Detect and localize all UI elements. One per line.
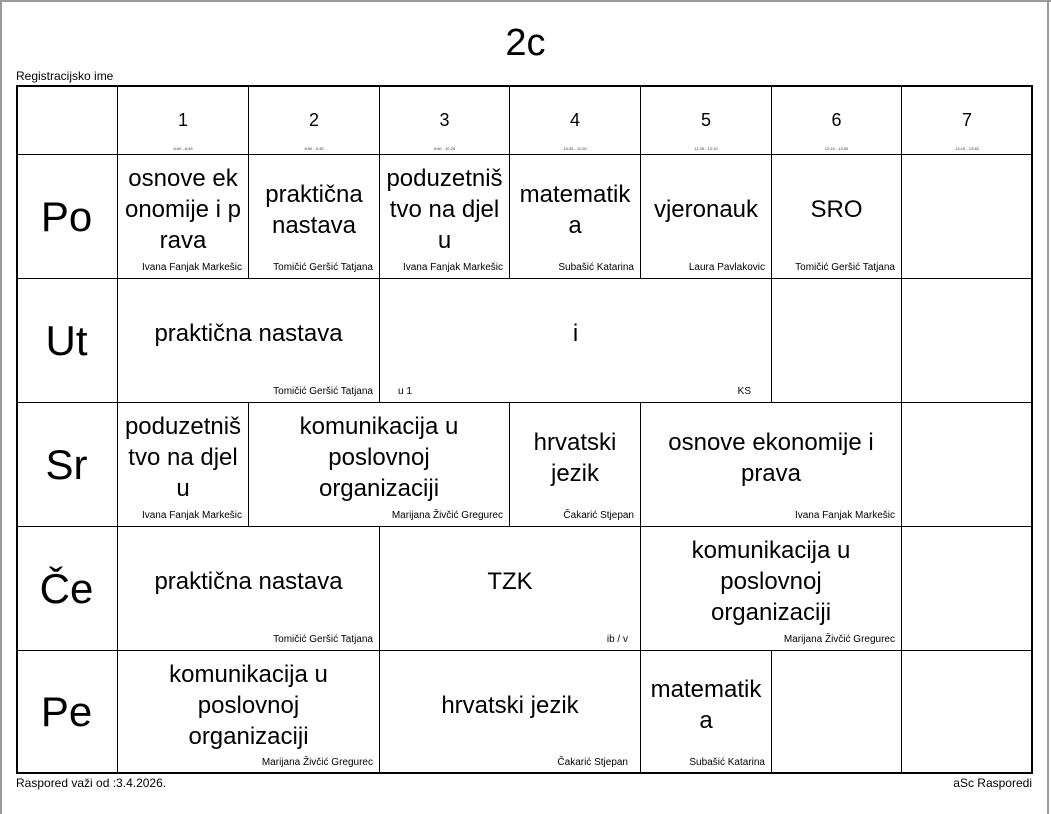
lesson-cell[interactable] <box>380 279 772 403</box>
period-time: 13:15 - 13:45 <box>955 146 979 151</box>
period-header-5 <box>641 85 772 155</box>
day-label: Po <box>40 192 93 240</box>
empty-cell <box>902 651 1033 774</box>
lesson-cell[interactable] <box>118 279 380 403</box>
class-title: 2c <box>505 22 546 64</box>
day-monday <box>16 155 118 279</box>
period-header-6 <box>772 85 902 155</box>
teacher-name: Subašić Katarina <box>689 757 765 768</box>
empty-cell <box>902 155 1033 279</box>
period-number: 5 <box>700 110 711 130</box>
day-label: Če <box>39 564 94 612</box>
empty-cell <box>772 279 902 403</box>
empty-cell <box>772 651 902 774</box>
period-number: 2 <box>308 110 319 130</box>
teacher-name: Tomičić Geršić Tatjana <box>273 634 373 645</box>
period-header-4 <box>510 85 641 155</box>
period-number: 7 <box>961 110 972 130</box>
teacher-name: Laura Pavlakovic <box>688 262 765 273</box>
teacher-name: Ivana Fanjak Markešic <box>794 510 895 521</box>
day-thursday <box>16 527 118 651</box>
period-time: 10:35 - 11:20 <box>563 146 587 151</box>
period-header-1 <box>118 85 249 155</box>
empty-cell <box>902 527 1033 651</box>
teacher-name: Čakarić Stjepan <box>563 510 634 521</box>
validity-note: Raspored važi od :3.4.2026. <box>16 776 167 790</box>
subject-name: osnove ekonomije i prava <box>124 165 242 254</box>
period-time: 12:15 - 13:00 <box>824 146 849 151</box>
teacher-name: ib / v <box>606 634 628 645</box>
period-time: 9:40 - 10:25 <box>433 146 456 151</box>
lesson-cell[interactable] <box>118 403 249 527</box>
teacher-name: Subašić Katarina <box>558 262 634 273</box>
teacher-name: Ivana Fanjak Markešic <box>402 262 503 273</box>
period-header-7 <box>902 85 1033 155</box>
subject-name: matematika <box>650 676 762 734</box>
day-label: Pe <box>40 688 93 735</box>
day-label: Sr <box>45 440 88 488</box>
subject-name: vjeronauk <box>653 196 759 223</box>
lesson-cell[interactable] <box>510 403 641 527</box>
subject-name: i <box>572 320 579 347</box>
lesson-cell[interactable] <box>641 403 902 527</box>
window-frame-top <box>0 0 1051 2</box>
lesson-cell[interactable] <box>118 155 249 279</box>
period-number: 4 <box>569 110 580 130</box>
day-friday <box>16 651 118 774</box>
teacher-name: Ivana Fanjak Markešic <box>141 510 242 521</box>
registration-label: Registracijsko ime <box>16 69 114 83</box>
teacher-name: Tomičić Geršić Tatjana <box>795 262 895 273</box>
lesson-cell[interactable] <box>380 651 641 774</box>
period-time: 8:50 - 9:35 <box>304 146 324 151</box>
lesson-cell[interactable] <box>380 155 510 279</box>
subject-name: osnove ekonomije i prava <box>668 428 874 487</box>
room-label: u 1 <box>398 386 412 397</box>
subject-name: hrvatski jezik <box>533 428 617 487</box>
period-header-2 <box>249 85 380 155</box>
window-frame-right <box>1047 0 1049 814</box>
subject-name: matematika <box>519 180 631 239</box>
lesson-cell[interactable] <box>118 527 380 651</box>
teacher-name: Tomičić Geršić Tatjana <box>273 262 373 273</box>
empty-cell <box>902 279 1033 403</box>
lesson-cell[interactable] <box>510 155 641 279</box>
software-credit: aSc Rasporedi <box>953 776 1032 790</box>
teacher-name: Marijana Živčić Gregurec <box>783 634 895 645</box>
subject-name: praktična nastava <box>154 320 343 347</box>
lesson-cell[interactable] <box>641 155 772 279</box>
day-wednesday <box>16 403 118 527</box>
subject-name: poduzetništvo na djelu <box>386 165 503 254</box>
lesson-cell[interactable] <box>772 155 902 279</box>
subject-name: praktična nastava <box>154 568 343 595</box>
subject-name: komunikacija u poslovnoj organizaciji <box>169 660 328 750</box>
teacher-name: Ivana Fanjak Markešic <box>141 262 242 273</box>
lesson-cell[interactable] <box>380 527 641 651</box>
window-frame-left <box>0 0 2 814</box>
timetable-grid <box>16 85 1033 774</box>
subject-name: komunikacija u poslovnoj organizaciji <box>299 413 459 502</box>
empty-cell <box>902 403 1033 527</box>
lesson-cell[interactable] <box>118 651 380 774</box>
period-number: 6 <box>831 110 842 130</box>
lesson-cell[interactable] <box>249 403 510 527</box>
subject-name: SRO <box>810 196 863 223</box>
corner-cell <box>16 85 118 155</box>
period-time: 8:00 - 8:45 <box>173 146 193 151</box>
period-number: 3 <box>439 110 450 130</box>
period-header-3 <box>380 85 510 155</box>
teacher-name: KS <box>737 386 751 397</box>
period-time: 11:25 - 12:10 <box>694 146 718 151</box>
lesson-cell[interactable] <box>249 155 380 279</box>
teacher-name: Čakarić Stjepan <box>557 757 628 768</box>
lesson-cell[interactable] <box>641 527 902 651</box>
period-number: 1 <box>177 110 188 130</box>
lesson-cell[interactable] <box>641 651 772 774</box>
subject-name: praktična nastava <box>265 180 363 239</box>
subject-name: komunikacija u poslovnoj organizaciji <box>691 537 851 626</box>
day-tuesday <box>16 279 118 403</box>
teacher-name: Marijana Živčić Gregurec <box>391 510 503 521</box>
subject-name: TZK <box>487 568 533 595</box>
subject-name: poduzetništvo na djelu <box>124 413 242 502</box>
teacher-name: Tomičić Geršić Tatjana <box>273 386 373 397</box>
day-label: Ut <box>45 316 88 364</box>
subject-name: hrvatski jezik <box>441 691 579 719</box>
teacher-name: Marijana Živčić Gregurec <box>261 757 373 768</box>
